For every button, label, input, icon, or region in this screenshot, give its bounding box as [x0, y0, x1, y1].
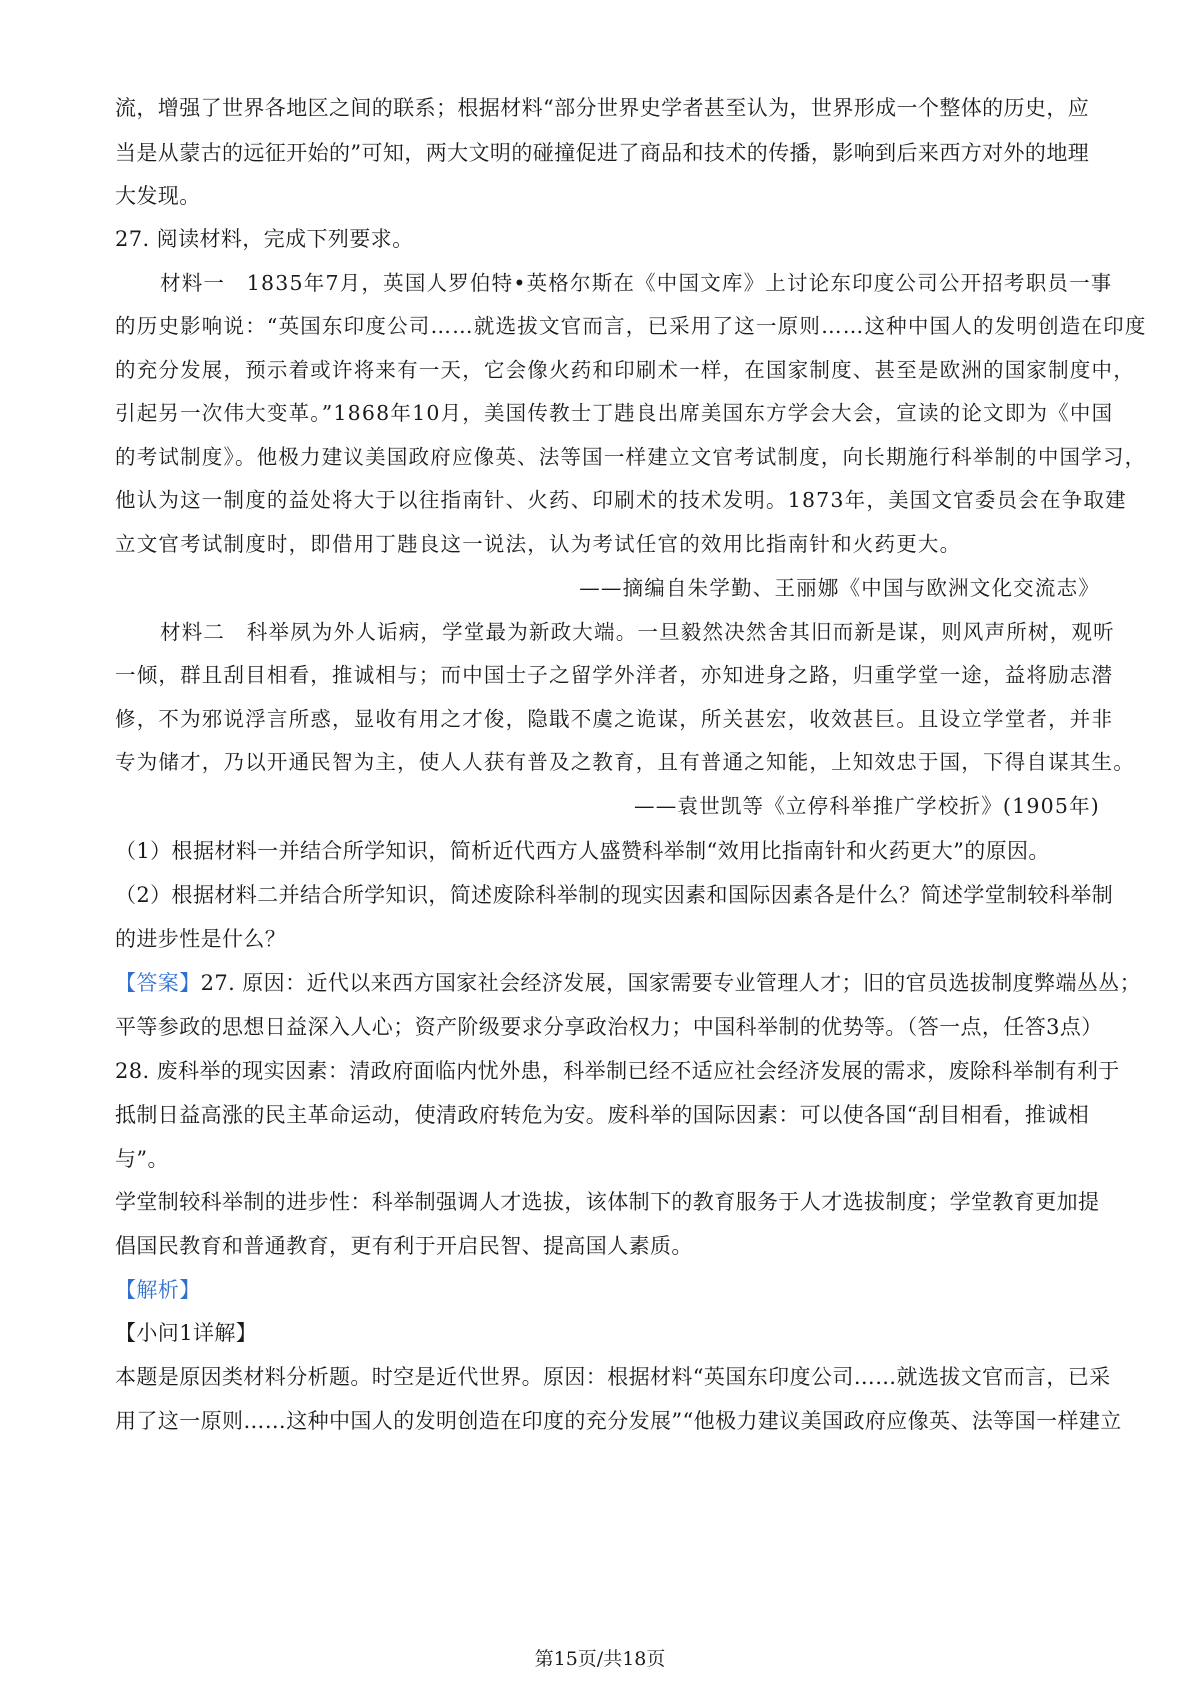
material-one-line: 引起另一次伟大变革。”1868年10月，美国传教士丁韪良出席美国东方学会大会，宣读的论文即为《中国 — [115, 401, 1114, 425]
analysis-tag-line — [115, 1275, 1105, 1305]
text-line: 当是从蒙古的远征开始的”可知，两大文明的碰撞促进了商品和技术的传播，影响到后来西方对外的地理 — [115, 141, 1090, 165]
answer-line: 28. 废科举的现实因素：清政府面临内忧外患，科举制已经不适应社会经济发展的需求，废除科举制有利于 — [115, 1059, 1120, 1083]
answer-line — [115, 968, 1142, 998]
material-one-line: 材料一 1835年7月，英国人罗伯特•英格尔斯在《中国文库》上讨论东印度公司公开招考职员一事 — [160, 271, 1113, 295]
answer-line: 平等参政的思想日益深入人心；资产阶级要求分享政治权力；中国科举制的优势等。（答一点，任答3点） — [115, 1015, 1103, 1039]
material-one-source: ——摘编自朱学勤、王丽娜《中国与欧洲文化交流志》 — [579, 576, 1100, 600]
explanation-line: 本题是原因类材料分析题。时空是近代世界。原因：根据材料“英国东印度公司……就选拔文官而言，已采 — [115, 1365, 1111, 1389]
text-line: 流，增强了世界各地区之间的联系；根据材料“部分世界史学者甚至认为，世界形成一个整体的历史，应 — [115, 96, 1090, 120]
sub-question-1: （1）根据材料一并结合所学知识，简析近代西方人盛赞科举制“效用比指南针和火药更大”的原因。 — [115, 839, 1050, 863]
answer-line: 与”。 — [115, 1147, 169, 1171]
sub-question-2: 的进步性是什么？ — [115, 927, 287, 951]
page-number-footer: 第15页/共18页 — [534, 1648, 666, 1670]
question-27-heading: 27. 阅读材料，完成下列要求。 — [115, 227, 414, 251]
material-one-line: 的充分发展，预示着或许将来有一天，它会像火药和印刷术一样，在国家制度、甚至是欧洲的国家制度中， — [115, 358, 1135, 382]
explanation-line: 用了这一原则……这种中国人的发明创造在印度的充分发展”“他极力建议美国政府应像英、法等国一样建立 — [115, 1409, 1122, 1433]
answer-text: 27. 原因：近代以来西方国家社会经济发展，国家需要专业管理人才；旧的官员选拔制度弊端丛丛； — [200, 971, 1142, 995]
material-two-source: ——袁世凯等《立停科举推广学校折》(1905年) — [634, 794, 1100, 818]
material-one-line: 他认为这一制度的益处将大于以往指南针、火药、印刷术的技术发明。1873年，美国文官委员会在争取建 — [115, 488, 1127, 512]
material-two-line: 材料二 科举夙为外人诟病，学堂最为新政大端。一旦毅然决然舍其旧而新是谋，则风声所树，观听 — [160, 620, 1115, 644]
material-two-line: 一倾，群且刮目相看，推诚相与；而中国士子之留学外洋者，亦知进身之路，归重学堂一途，益将励志潜 — [115, 663, 1114, 687]
answer-tag: 【答案】 — [115, 971, 201, 995]
answer-line: 抵制日益高涨的民主革命运动，使清政府转危为安。废科举的国际因素：可以使各国“刮目相看，推诚相 — [115, 1103, 1090, 1127]
material-two-line: 专为储才，乃以开通民智为主，使人人获有普及之教育，且有普通之知能，上知效忠于国，下得自谋其生。 — [115, 750, 1135, 774]
analysis-tag: 【解析】 — [115, 1278, 201, 1302]
answer-line: 学堂制较科举制的进步性：科举制强调人才选拔，该体制下的教育服务于人才选拔制度；学堂教育更加提 — [115, 1190, 1100, 1214]
material-one-line: 立文官考试制度时，即借用丁韪良这一说法，认为考试任官的效用比指南针和火药更大。 — [115, 532, 962, 556]
material-two-line: 修，不为邪说浮言所惑，显收有用之才俊，隐戢不虞之诡谋，所关甚宏，收效甚巨。且设立学堂者，并非 — [115, 707, 1114, 731]
text-line: 大发现。 — [115, 184, 201, 208]
sub-question-1-detail-heading: 【小问1详解】 — [115, 1321, 258, 1345]
sub-question-2: （2）根据材料二并结合所学知识，简述废除科举制的现实因素和国际因素各是什么？简述学堂制较科举制 — [115, 883, 1114, 907]
answer-line: 倡国民教育和普通教育，更有利于开启民智、提高国人素质。 — [115, 1234, 693, 1258]
material-one-line: 的考试制度》。他极力建议美国政府应像英、法等国一样建立文官考试制度，向长期施行科举制的中国学习， — [115, 445, 1147, 469]
material-one-line: 的历史影响说：“英国东印度公司……就选拔文官而言，已采用了这一原则……这种中国人的发明创造在印度 — [115, 314, 1147, 338]
